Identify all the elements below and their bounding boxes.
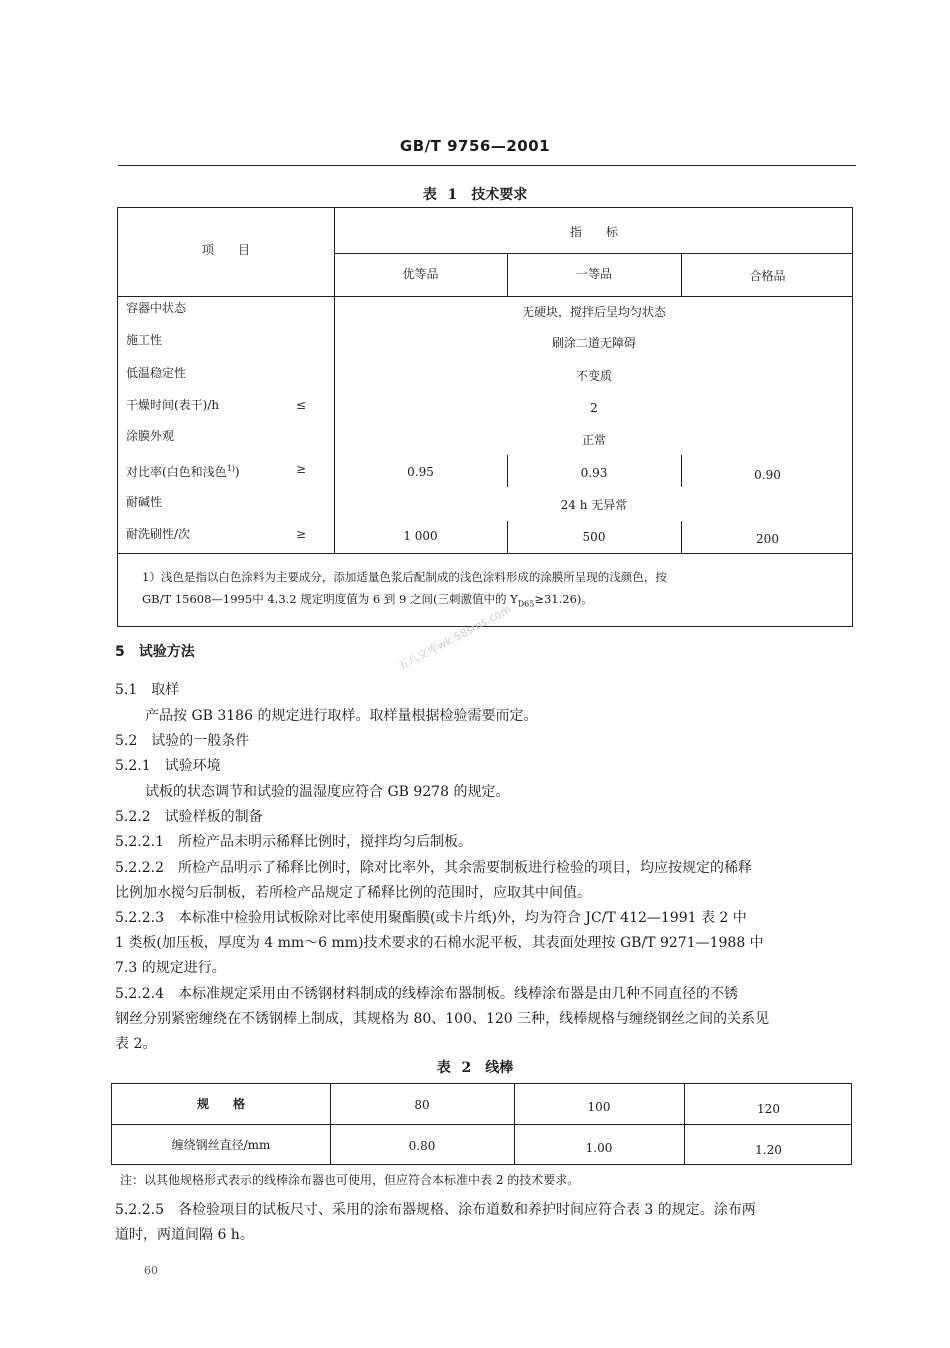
section-5-2-2-4-line3: 表 2。 [115, 1036, 157, 1052]
row-name: 涂膜外观 [126, 429, 175, 443]
table1-header-index: 指 标 [569, 225, 618, 239]
section-5-2-2-3-line3: 7.3 的规定进行。 [115, 960, 226, 976]
merged-value: 2 [590, 401, 598, 415]
grade-value: 0.93 [580, 466, 608, 480]
row-name [126, 461, 240, 480]
section-5-2-2-title: 5.2.2 试验样板的制备 [115, 809, 263, 825]
row-name: 干燥时间(表干)/h [126, 398, 220, 412]
table2-row1-label: 规 格 [196, 1097, 245, 1111]
section-5-2-2-4-line2: 钢丝分别紧密缠绕在不锈钢棒上制成，其规格为 80、100、120 三种，线棒规格与缠绕钢丝之间的关系见 [115, 1011, 770, 1027]
footnote-ref: 1) [226, 464, 235, 473]
footnote-subscript: D65 [517, 599, 535, 609]
section-5-2-2-5-line1: 5.2.2.5 各检验项目的试板尺寸、采用的涂布器规格、涂布道数和养护时间应符合表 3 的规定。涂布两 [115, 1202, 756, 1218]
watermark: 五八文库wk.58sms.com [395, 602, 514, 674]
table1 [117, 207, 853, 627]
table2-value: 0.80 [408, 1139, 436, 1153]
table2-note: 注：以其他规格形式表示的线棒涂布器也可使用，但应符合本标准中表 2 的技术要求。 [120, 1173, 580, 1187]
table2-row-divider [112, 1124, 851, 1125]
table1-grade-3: 合格品 [749, 269, 786, 283]
section-5-2-2-3-line2: 1 类板(加压板，厚度为 4 mm～6 mm)技术要求的石棉水泥平板，其表面处理按 GB/T 9271—1988 中 [115, 935, 764, 951]
page-number: 60 [144, 1264, 158, 1277]
section-5-2-title: 5.2 试验的一般条件 [115, 733, 250, 749]
section-5-2-2-4-line1: 5.2.2.4 本标准规定采用由不锈钢材料制成的线棒涂布器制板。线棒涂布器是由几种不同直径的不锈 [115, 986, 738, 1002]
table2-caption: 表 2 线棒 [436, 1060, 514, 1076]
row-name: 耐碱性 [126, 495, 163, 509]
section-5-title: 5 试验方法 [115, 644, 195, 660]
table1-divider-body [118, 296, 852, 297]
row-name-text: 对比率(白色和浅色 [126, 465, 227, 479]
row-name: 施工性 [126, 333, 163, 347]
table1-header-item: 项 目 [201, 243, 250, 257]
table2-value: 1.00 [585, 1141, 613, 1155]
table1-divider-footnote [118, 553, 852, 554]
footnote-line2b: ≥31.26)。 [534, 592, 593, 606]
row-name: 耐洗刷性/次 [126, 527, 191, 541]
merged-value: 刷涂二道无障碍 [551, 336, 636, 350]
row-name-tail: ) [234, 465, 240, 479]
grade-value: 0.95 [407, 465, 434, 479]
standard-code: GB/T 9756—2001 [399, 137, 551, 155]
operator-ge: ≥ [296, 462, 307, 476]
section-5-1-title: 5.1 取样 [115, 682, 180, 698]
operator-ge: ≥ [296, 527, 307, 541]
table2-value: 120 [757, 1102, 780, 1116]
section-5-2-2-5-line2: 道时，两道间隔 6 h。 [115, 1227, 254, 1243]
table1-caption: 表 1 技术要求 [422, 187, 528, 203]
merged-value: 24 h 无异常 [560, 498, 628, 512]
section-5-2-2-2-line2: 比例加水搅匀后制板，若所检产品规定了稀释比例的范围时，应取其中间值。 [115, 885, 591, 901]
section-5-2-2-1: 5.2.2.1 所检产品未明示稀释比例时，搅拌均匀后制板。 [115, 834, 472, 850]
section-5-1-text: 产品按 GB 3186 的规定进行取样。取样量根据检验需要而定。 [145, 708, 538, 724]
section-5-2-1-text: 试板的状态调节和试验的温湿度应符合 GB 9278 的规定。 [145, 784, 510, 800]
section-5-2-1-title: 5.2.1 试验环境 [115, 758, 221, 774]
grade-value: 200 [756, 532, 779, 546]
merged-value: 无硬块，搅拌后呈均匀状态 [521, 305, 666, 319]
table2 [111, 1083, 852, 1165]
table1-grade-1: 优等品 [402, 267, 439, 281]
table2-row2-label: 缠绕钢丝直径/mm [171, 1138, 271, 1152]
table1-grade-2: 一等品 [575, 267, 612, 281]
row-name: 低温稳定性 [126, 366, 187, 380]
header-rule [118, 165, 856, 166]
table1-divider-header [334, 253, 852, 254]
grade-value: 1 000 [403, 529, 438, 543]
footnote-line2a: GB/T 15608—1995中 4.3.2 规定明度值为 6 到 9 之间(三刺激值中的 Y [142, 592, 518, 606]
footnote-line1: 1）浅色是指以白色涂料为主要成分，添加适量色浆后配制成的浅色涂料形成的涂膜所呈现的浅颜色，按 [142, 570, 667, 584]
section-5-2-2-3-line1: 5.2.2.3 本标准中检验用试板除对比率使用聚酯膜(或卡片纸)外，均为符合 JC/T 412—1991 表 2 中 [115, 910, 747, 926]
merged-value: 正常 [581, 433, 606, 447]
grade-value: 500 [582, 530, 606, 544]
table2-value: 100 [587, 1100, 611, 1114]
grade-value: 0.90 [754, 468, 781, 482]
merged-value: 不变质 [575, 369, 612, 383]
table2-value: 80 [414, 1098, 430, 1112]
section-5-2-2-2-line1: 5.2.2.2 所检产品明示了稀释比例时，除对比率外，其余需要制板进行检验的项目，均应按规定的稀释 [115, 860, 752, 876]
operator-le: ≤ [296, 398, 307, 412]
row-name: 容器中状态 [126, 301, 187, 315]
table2-value: 1.20 [755, 1143, 782, 1157]
